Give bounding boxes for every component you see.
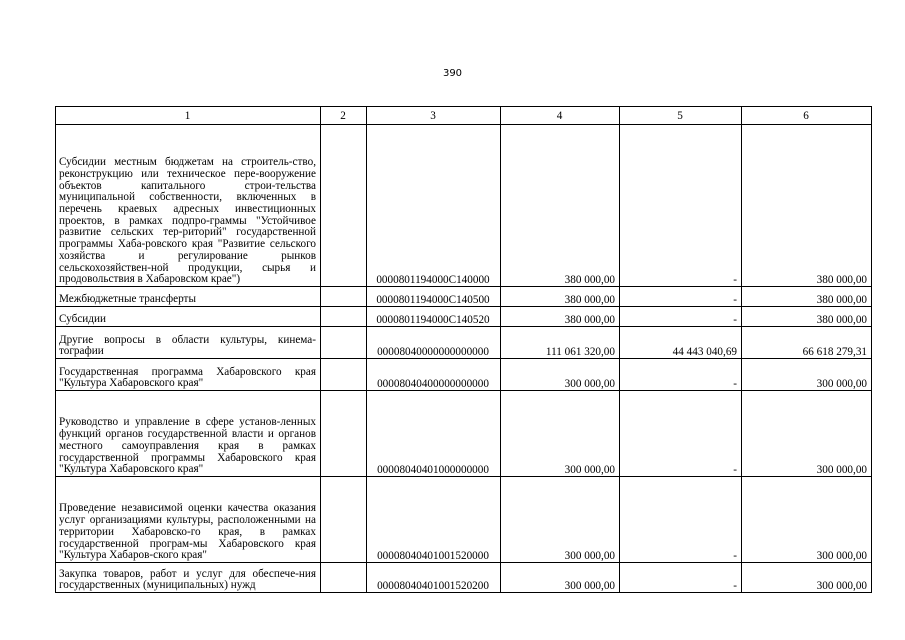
- row-col5: 44 443 040,69: [620, 327, 742, 359]
- row-description: Межбюджетные трансферты: [56, 287, 321, 307]
- table-row: [56, 125, 872, 287]
- row-col6: 300 000,00: [742, 359, 872, 391]
- row-code: 00008040401001520000: [367, 477, 501, 563]
- row-col2: [321, 477, 367, 563]
- row-col2: [321, 125, 367, 287]
- row-description: Закупка товаров, работ и услуг для обеспече-ния государственных (муниципальных) нужд: [56, 563, 321, 593]
- row-col4: 300 000,00: [501, 477, 620, 563]
- row-col5: -: [620, 359, 742, 391]
- column-header: 2: [321, 107, 367, 125]
- column-header: 4: [501, 107, 620, 125]
- table-row: [56, 391, 872, 477]
- row-code: 0000801194000C140500: [367, 287, 501, 307]
- column-header: 5: [620, 107, 742, 125]
- row-col5: -: [620, 287, 742, 307]
- row-col2: [321, 391, 367, 477]
- row-col4: 380 000,00: [501, 287, 620, 307]
- table-row: [56, 287, 872, 307]
- table-row: [56, 563, 872, 593]
- row-description: Субсидии: [56, 307, 321, 327]
- row-col4: 300 000,00: [501, 391, 620, 477]
- row-col6: 380 000,00: [742, 125, 872, 287]
- row-col6: 66 618 279,31: [742, 327, 872, 359]
- row-col2: [321, 563, 367, 593]
- row-col6: 380 000,00: [742, 307, 872, 327]
- row-col5: -: [620, 307, 742, 327]
- row-col6: 380 000,00: [742, 287, 872, 307]
- row-col6: 300 000,00: [742, 391, 872, 477]
- row-col5: -: [620, 563, 742, 593]
- row-code: 00008040401001520200: [367, 563, 501, 593]
- row-col4: 300 000,00: [501, 563, 620, 593]
- column-header: 6: [742, 107, 872, 125]
- row-col2: [321, 359, 367, 391]
- row-col4: 380 000,00: [501, 125, 620, 287]
- row-col2: [321, 287, 367, 307]
- row-col4: 111 061 320,00: [501, 327, 620, 359]
- row-description: Государственная программа Хабаровского края "Культура Хабаровского края": [56, 359, 321, 391]
- row-code: 00008040000000000000: [367, 327, 501, 359]
- row-description: Проведение независимой оценки качества оказания услуг организациями культуры, расположенными на территории Хабаровско-го края, в рамках государственной програм-мы Хабаровского края "Культура Хабаров-ского края": [56, 477, 321, 563]
- column-header: 1: [56, 107, 321, 125]
- row-col2: [321, 327, 367, 359]
- row-description: Субсидии местным бюджетам на строитель-ство, реконструкцию или техническое пере-вооружение объектов капитального строи-тельства муниципальной собственности, включенных в перечень краевых адресных инвестиционных проектов, в рамках подпро-граммы "Устойчивое развитие сельских тер-риторий" государственной программы Хаба-ровского края "Развитие сельского хозяйства и регулирование рынков сельскохозяйствен-ной продукции, сырья и продовольствия в Хабаровском крае"): [56, 125, 321, 287]
- row-col6: 300 000,00: [742, 563, 872, 593]
- row-code: 0000801194000C140520: [367, 307, 501, 327]
- row-col5: -: [620, 391, 742, 477]
- budget-table: [55, 106, 872, 593]
- table-row: [56, 307, 872, 327]
- row-col5: -: [620, 477, 742, 563]
- row-col4: 380 000,00: [501, 307, 620, 327]
- table-header-row: [56, 107, 872, 125]
- page-number: 390: [442, 68, 463, 79]
- table-row: [56, 327, 872, 359]
- row-description: Руководство и управление в сфере установ-ленных функций органов государственной власти и органов местного самоуправления края в рамках государственной программы Хабаровского края "Культура Хабаровского края": [56, 391, 321, 477]
- row-col6: 300 000,00: [742, 477, 872, 563]
- row-code: 00008040401000000000: [367, 391, 501, 477]
- row-description: Другие вопросы в области культуры, кинема-тографии: [56, 327, 321, 359]
- row-code: 0000801194000C140000: [367, 125, 501, 287]
- table-row: [56, 477, 872, 563]
- column-header: 3: [367, 107, 501, 125]
- row-col5: -: [620, 125, 742, 287]
- table-row: [56, 359, 872, 391]
- row-col2: [321, 307, 367, 327]
- row-code: 00008040400000000000: [367, 359, 501, 391]
- row-col4: 300 000,00: [501, 359, 620, 391]
